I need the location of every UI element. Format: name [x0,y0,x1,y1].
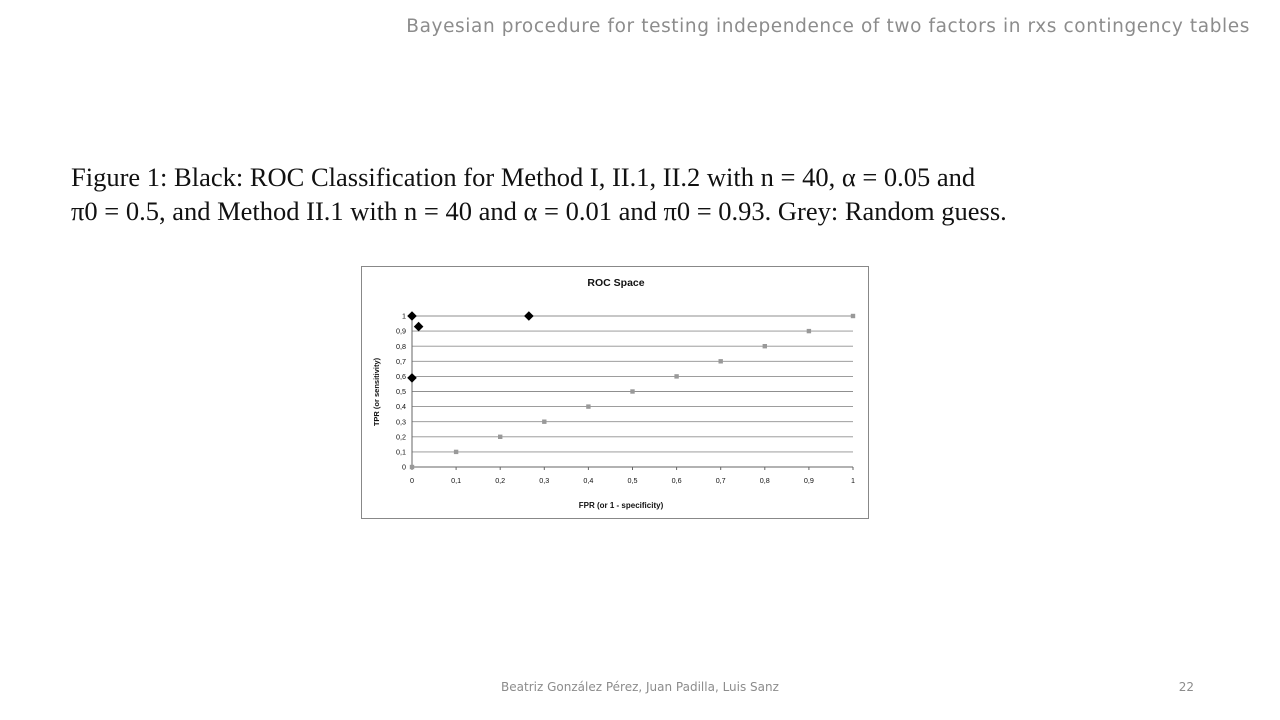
random-guess-point [851,314,855,318]
x-tick-label: 1 [851,476,855,485]
x-axis-label: FPR (or 1 - specificity) [578,501,664,510]
y-tick-label: 0,8 [396,341,406,351]
roc-chart-svg [362,267,868,518]
random-guess-point [454,450,458,454]
x-tick-label: 0,9 [803,476,814,485]
y-axis-label: TPR (or sensitivity) [372,357,381,427]
chart-title: ROC Space [587,277,645,289]
figure-caption [71,160,1181,228]
x-tick-label: 0,3 [539,476,550,485]
roc-point-black [414,322,424,332]
slide-title: Bayesian procedure for testing independence of two factors in rxs contingency tables [406,16,1250,37]
x-tick-label: 0,5 [627,476,638,485]
caption-line-2: π0 = 0.5, and Method II.1 with n = 40 and α = 0.01 and π0 = 0.93. Grey: Random guess. [71,196,1007,226]
x-tick-label: 0,8 [759,476,770,485]
caption-line-1: Figure 1: Black: ROC Classification for Method I, II.1, II.2 with n = 40, α = 0.05 and [71,162,976,192]
grid-lines [412,316,853,452]
page-number: 22 [1178,680,1194,694]
y-tick-label: 0,9 [396,326,406,336]
y-tick-label: 0,4 [396,402,406,412]
random-guess-point [586,404,590,408]
random-guess-point [674,374,678,378]
y-tick-label: 0,1 [396,447,406,457]
random-guess-point [719,359,723,363]
y-tick-label: 0,7 [396,356,406,366]
tick-labels [396,312,855,485]
footer-authors: Beatriz González Pérez, Juan Padilla, Luis Sanz [501,680,779,694]
data-points [407,311,855,469]
x-tick-label: 0,1 [451,476,462,485]
x-tick-label: 0 [410,476,414,485]
random-guess-point [542,420,546,424]
y-tick-label: 1 [402,311,406,321]
roc-chart [361,266,869,519]
x-tick-label: 0,2 [495,476,506,485]
random-guess-point [410,465,414,469]
y-tick-label: 0 [402,462,406,472]
random-guess-point [763,344,767,348]
x-tick-label: 0,6 [671,476,682,485]
y-tick-label: 0,3 [396,417,406,427]
roc-point-black [524,311,534,321]
y-tick-label: 0,2 [396,432,406,442]
roc-point-black [407,373,417,383]
y-tick-label: 0,5 [396,387,406,397]
x-tick-label: 0,7 [715,476,726,485]
y-tick-label: 0,6 [396,372,406,381]
roc-point-black [407,311,417,321]
random-guess-point [807,329,811,333]
random-guess-point [630,389,634,393]
random-guess-point [498,435,502,439]
x-tick-label: 0,4 [583,476,594,485]
